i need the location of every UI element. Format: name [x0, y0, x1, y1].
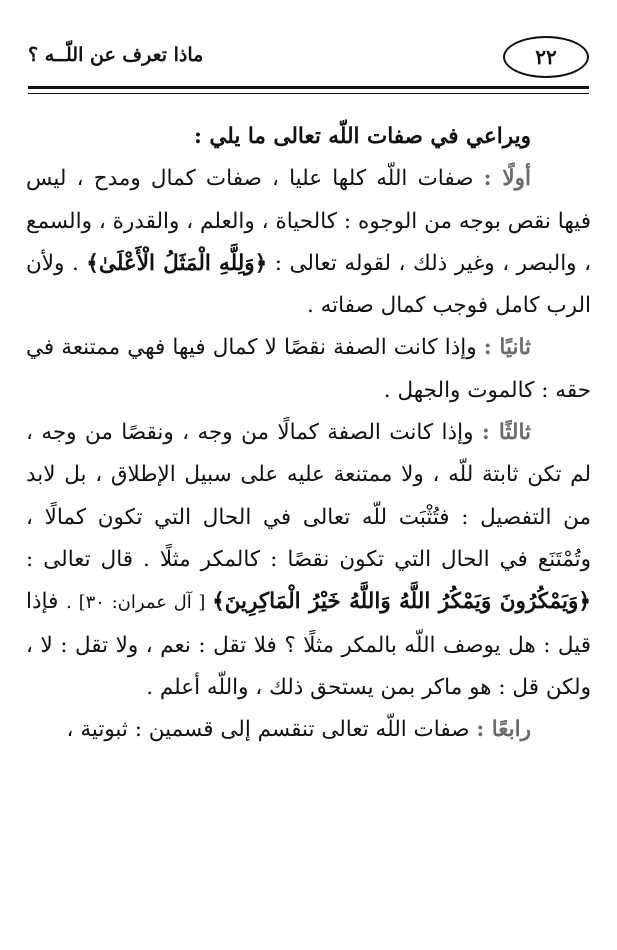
header-rule-thin	[28, 93, 589, 94]
verse-reference: [ آل عمران: ٣٠] .	[66, 592, 213, 614]
paragraph-text: صفات اللّه كلها عليا ، صفات كمال ومدح ، ليس فيها نقص بوجه من الوجوه : كالحياة ، والعلم ، والقدرة ، والسمع ، والبصر ، وغير ذلك ، لقوله تعالى :	[26, 166, 592, 276]
paragraph-text: صفات اللّه تعالى تنقسم إلى قسمين : ثبوتية ،	[66, 717, 477, 743]
header-rule-thick	[28, 86, 589, 89]
quran-verse: ﴿وَلِلَّهِ الْمَثَلُ الْأَعْلَىٰ﴾	[86, 250, 268, 276]
running-title: ماذا تعرف عن اللّــه ؟	[28, 44, 204, 66]
page-number: ٢٢	[503, 36, 589, 78]
quran-verse: ﴿وَيَمْكُرُونَ وَيَمْكُرُ اللَّهُ وَاللَّهُ خَيْرُ الْمَاكِرِينَ﴾	[212, 589, 592, 615]
paragraph-text: فإذا قيل : هل يوصف اللّه بالمكر مثلًا ؟ فلا تقل : نعم ، ولا تقل : لا ، ولكن قل : هو ماكر بمن يستحق ذلك ، واللّه أعلم .	[26, 589, 591, 700]
paragraph-lead: ثانيًا :	[483, 335, 531, 361]
paragraph-text: . ولأن الرب كامل فوجب كمال صفاته .	[26, 250, 591, 319]
paragraph-lead: رابعًا :	[476, 717, 531, 743]
intro-line: ويراعي في صفات اللّه تعالى ما يلي :	[193, 124, 531, 149]
paragraph-lead: أولًا :	[483, 166, 531, 192]
paragraph-second	[26, 327, 591, 412]
paragraph-text: وإذا كانت الصفة نقصًا لا كمال فيها فهي ممتنعة في حقه : كالموت والجهل .	[26, 335, 591, 403]
paragraph-fourth	[26, 709, 591, 751]
paragraph-first	[26, 158, 591, 327]
paragraph-lead: ثالثًا :	[481, 420, 532, 446]
page-header	[28, 36, 589, 82]
paragraph-text: وإذا كانت الصفة كمالًا من وجه ، ونقصًا من وجه ، لم تكن ثابتة للّه ، ولا ممتنعة عليه على سبيل الإطلاق ، بل لابد من التفصيل : فتُثْبَت للّه تعالى في الحال التي تكون كمالًا ، وتُمْتَنَع في الحال التي تكون نقصًا : كالمكر مثلًا . قال تعالى :	[26, 420, 591, 572]
paragraph-third	[26, 412, 591, 709]
page-body	[26, 116, 591, 751]
